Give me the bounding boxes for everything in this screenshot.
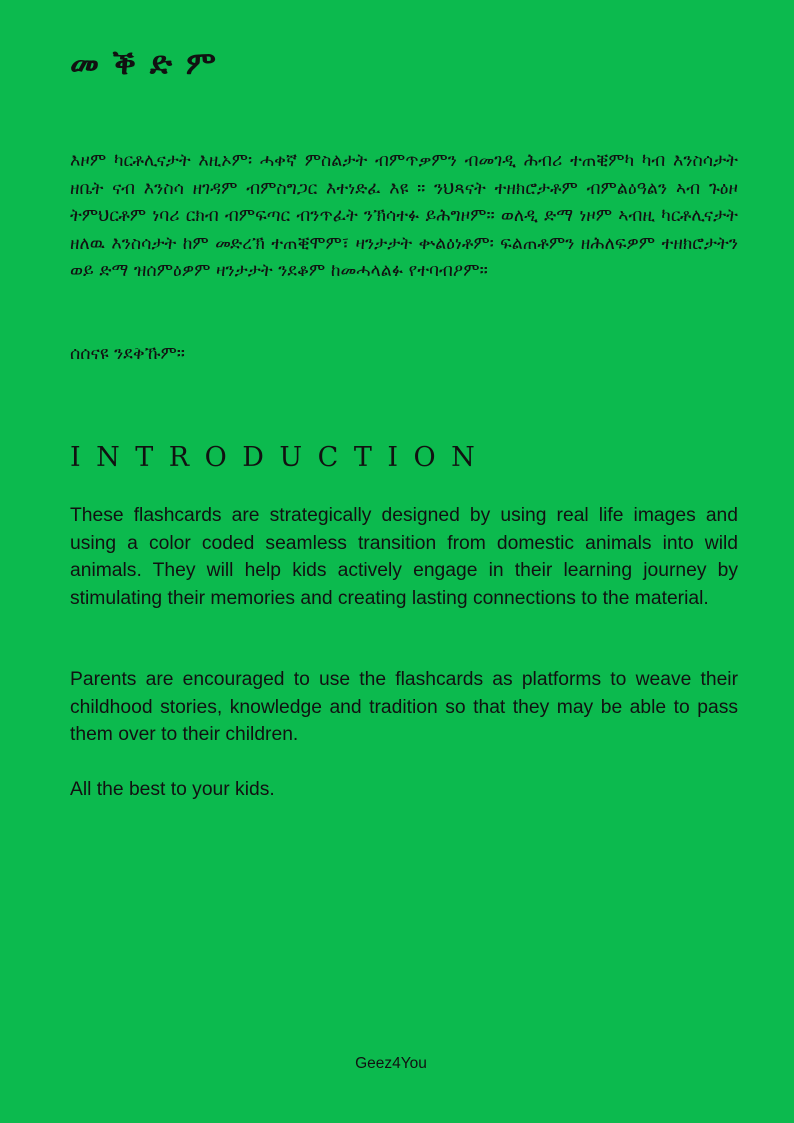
document-page [70, 0, 738, 1123]
tigrinya-title: መቕድም [70, 44, 230, 82]
introduction-heading: INTRODUCTION [70, 442, 491, 473]
tigrinya-paragraph: እዞም ካርቶሊናታት እዚኦም፡ ሓቀኛ ምስልታት ብምጥቃምን ብመገዲ ሕብሪ ተጠቒምካ ካብ እንስሳታት ዘቤት ናብ እንስሳ ዘገዳም ብምስግጋር እተነድፈ እዩ ። ንህጻናት ተዘክሮታቶም ብምልዕዓልን ኣብ ጉዕዞ ትምህርቶም ነባሪ ርክብ ብምፍጣር ብንጥፈት ንኽሳተፉ ይሕግዞም። ወለዲ ድማ ነዞም ኣብዚ ካርቶሊናታት ዘለዉ እንስሳታት ከም መድረኽ ተጠቒሞም፣ ዛንታታት ቍልዕነቶም፡ ፍልጠቶምን ዘሕለፍዎም ተዘክሮታትን ወይ ድማ ዝሰምዕዎም ዛንታታት ንደቆም ከመሓላልፉ የተባብዖም። [70, 151, 738, 281]
footer-brand: Geez4You [355, 1055, 427, 1072]
tigrinya-closing: ሰሰናዩ ንደቅኹም። [70, 344, 185, 364]
introduction-closing: All the best to your kids. [70, 779, 275, 800]
introduction-paragraph-1: These flashcards are strategically designed by using real life images and using a color coded seamless transition from domestic animals into wild animals. They will help kids actively engage in their learning journey by stimulating their memories and creating lasting connections to the material. [70, 505, 738, 609]
introduction-paragraph-2: Parents are encouraged to use the flashcards as platforms to weave their childhood stories, knowledge and tradition so that they may be able to pass them over to their children. [70, 669, 738, 745]
